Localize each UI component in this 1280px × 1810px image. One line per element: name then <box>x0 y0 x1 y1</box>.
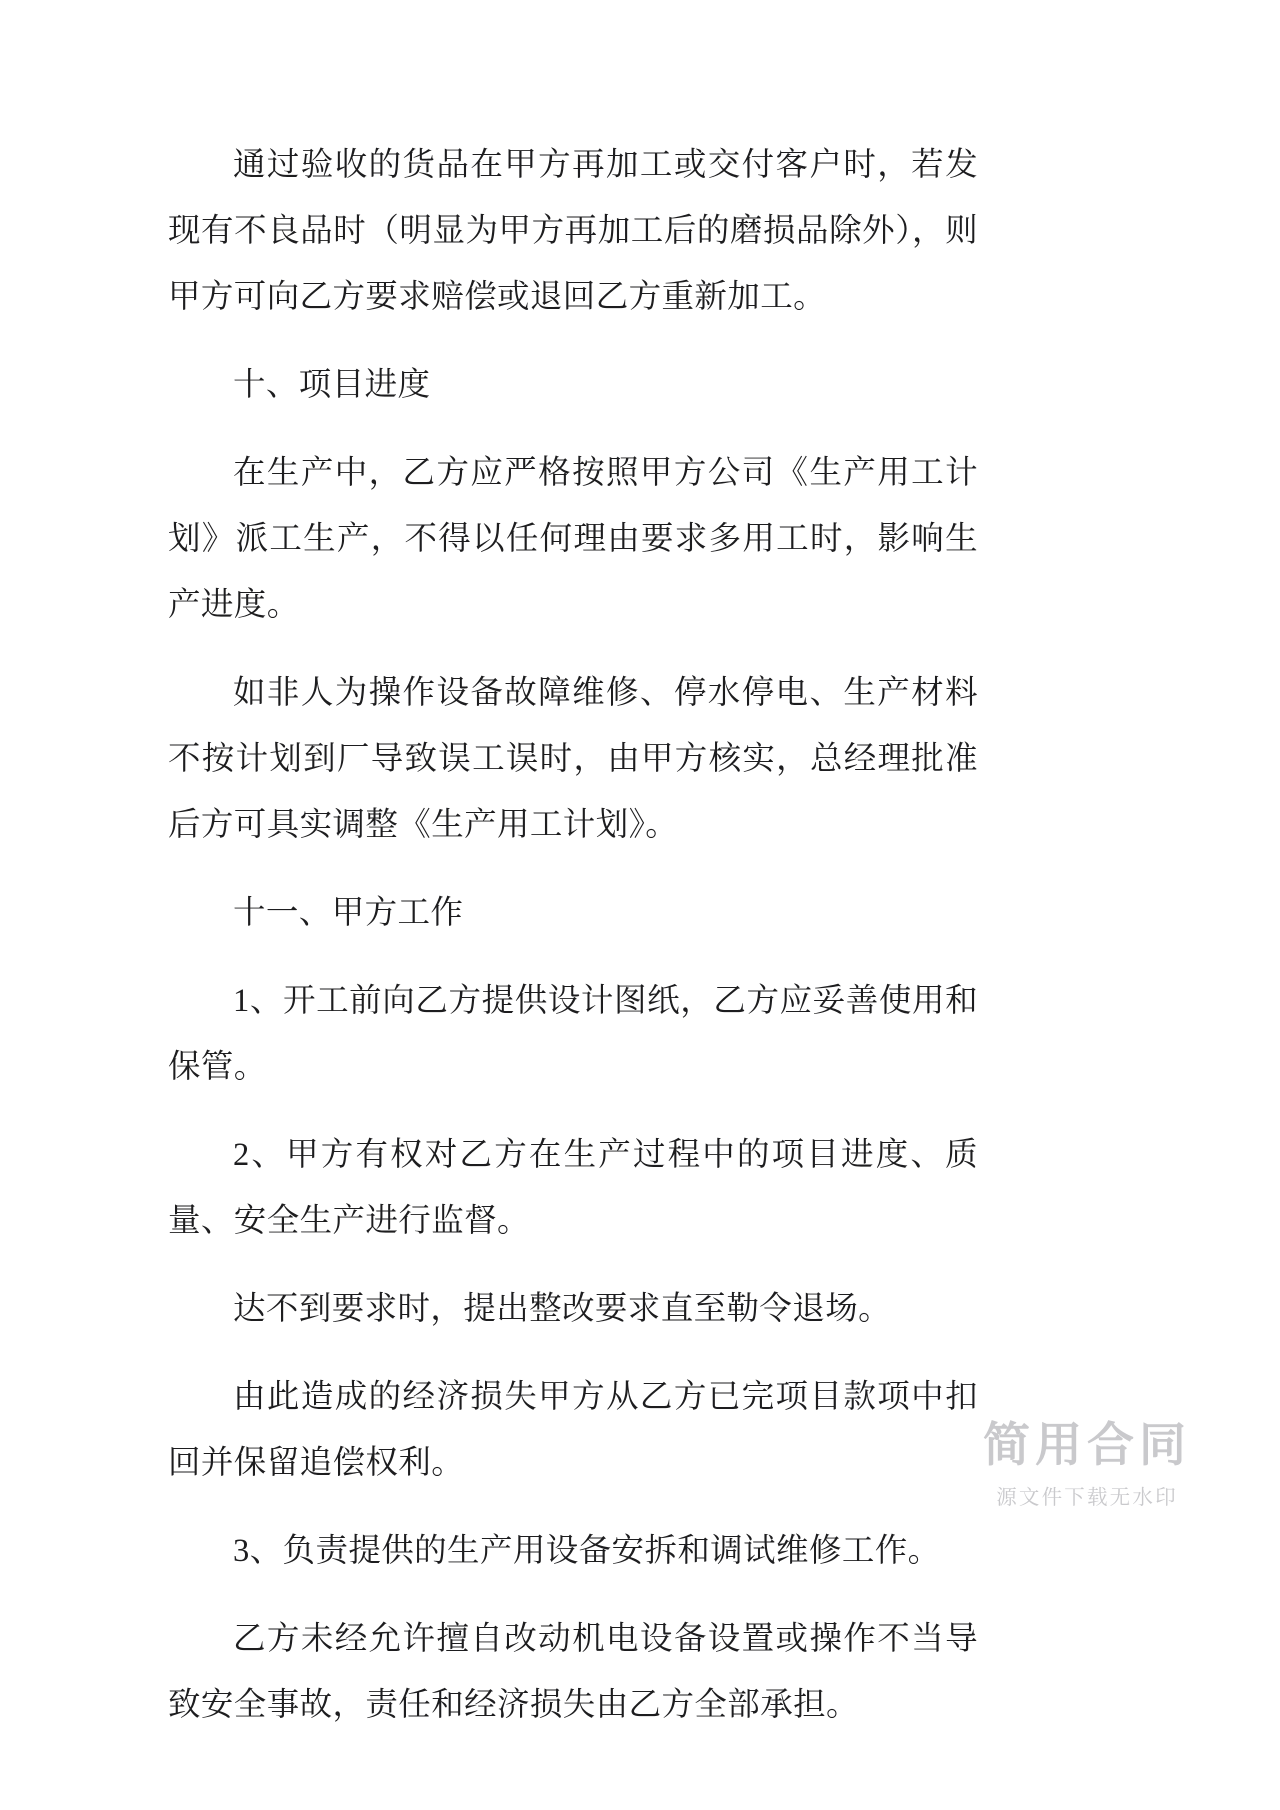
paragraph-item-one: 1、开工前向乙方提供设计图纸，乙方应妥善使用和保管。 <box>168 983 978 1085</box>
document-text-column <box>168 132 978 1760</box>
paragraph-inspection-rework: 通过验收的货品在甲方再加工或交付客户时，若发现有不良品时（明显为甲方再加工后的磨损品除外），则甲方可向乙方要求赔偿或退回乙方重新加工。 <box>168 147 978 315</box>
paragraph-liability: 乙方未经允许擅自改动机电设备设置或操作不当导致安全事故，责任和经济损失由乙方全部承担。 <box>168 1621 978 1723</box>
heading-section-ten: 十、项目进度 <box>233 367 431 403</box>
paragraph-item-two: 2、甲方有权对乙方在生产过程中的项目进度、质量、安全生产进行监督。 <box>168 1137 978 1239</box>
paragraph-item-three: 3、负责提供的生产用设备安拆和调试维修工作。 <box>233 1533 941 1569</box>
watermark-brand-text: 简用合同 <box>983 1418 1191 1474</box>
paragraph-economic-loss: 由此造成的经济损失甲方从乙方已完项目款项中扣回并保留追偿权利。 <box>168 1379 978 1481</box>
heading-section-eleven: 十一、甲方工作 <box>233 895 464 931</box>
watermark <box>952 1420 1222 1510</box>
watermark-subtitle-text: 源文件下载无水印 <box>996 1485 1178 1509</box>
paragraph-labor-plan: 在生产中，乙方应严格按照甲方公司《生产用工计划》派工生产，不得以任何理由要求多用工时，影响生产进度。 <box>168 455 978 623</box>
paragraph-rectification: 达不到要求时，提出整改要求直至勒令退场。 <box>233 1291 892 1327</box>
paragraph-delay-adjustment: 如非人为操作设备故障维修、停水停电、生产材料不按计划到厂导致误工误时，由甲方核实，总经理批准后方可具实调整《生产用工计划》。 <box>168 675 978 843</box>
